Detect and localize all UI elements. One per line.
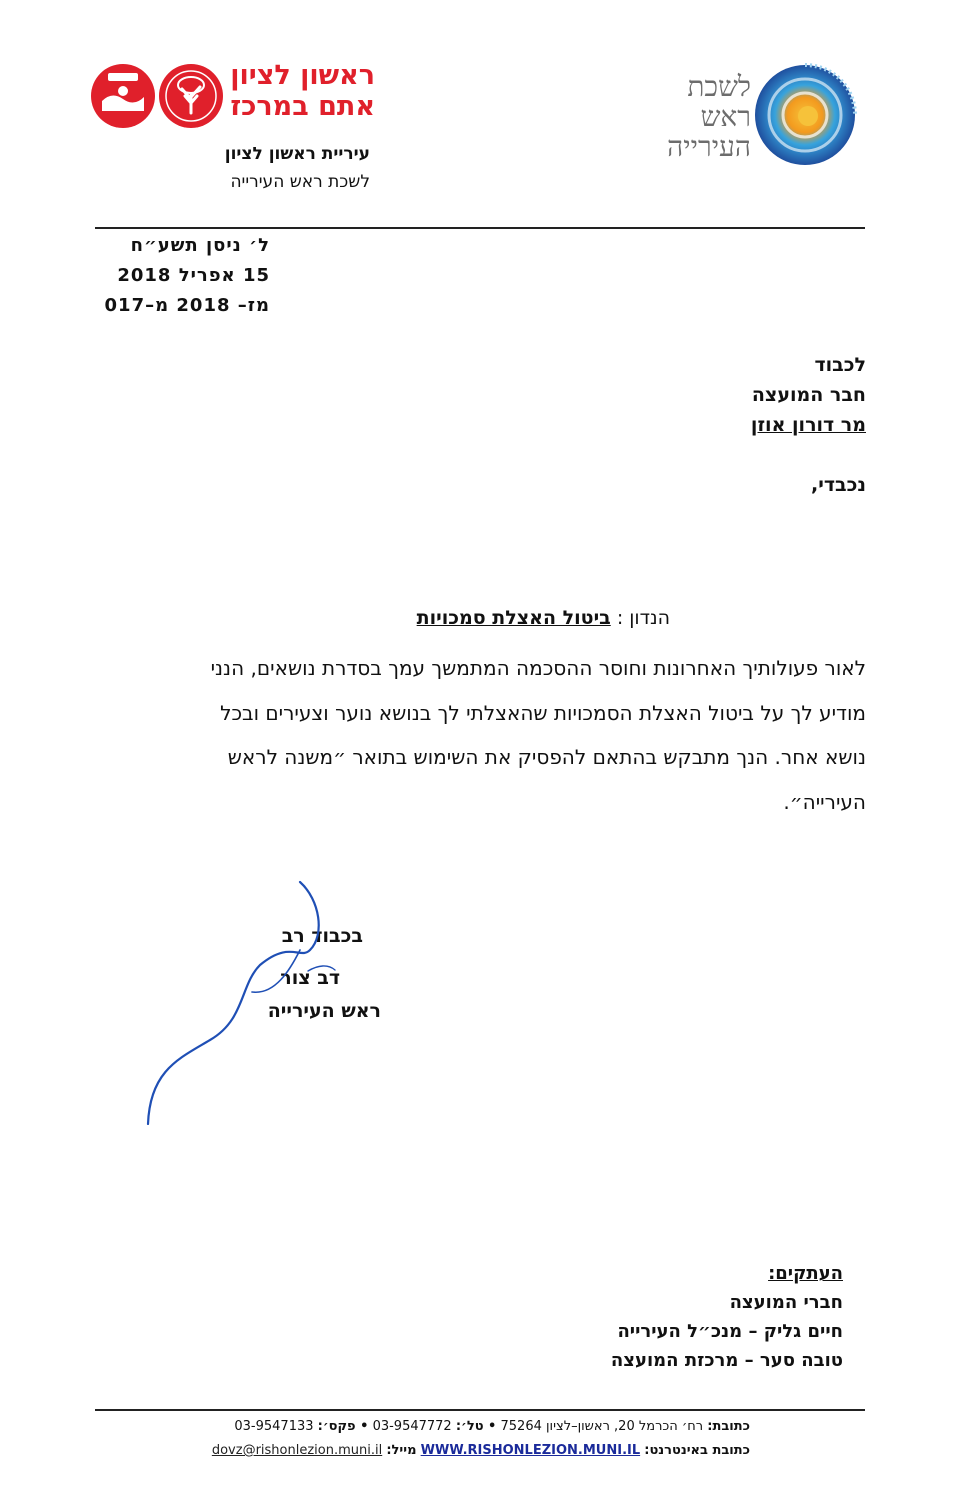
city-logo-line-2: אתם במרכז — [230, 91, 375, 122]
city-seal-icon — [90, 63, 156, 129]
addressee-role: חבר המועצה — [751, 384, 866, 406]
address: רח׳ הכרמל 20, ראשון–לציון 75264 — [500, 1419, 704, 1434]
signer-title: ראש העירייה — [267, 1000, 381, 1022]
website-link[interactable]: WWW.RISHONLEZION.MUNI.IL — [420, 1443, 641, 1458]
footer-contact-line — [180, 1419, 750, 1434]
body-line-2: מודיע לך על ביטול האצלת הסמכויות שהאצלתי לך בנושא נוער וצעירים ובכל — [220, 701, 866, 725]
web-label: כתובת באינטרנט: — [644, 1443, 750, 1458]
handwritten-signature — [140, 880, 340, 1125]
tree-emblem-icon — [158, 63, 224, 129]
fax-label: • פקס׳: — [317, 1419, 369, 1434]
hebrew-date: ל׳ ניסן תשע״ח — [130, 235, 270, 256]
city-logo — [88, 60, 378, 140]
city-logo-line-1: ראשון לציון — [230, 60, 375, 91]
phone-label: • טל׳: — [455, 1419, 497, 1434]
honorific: לכבוד — [814, 354, 866, 376]
salutation: נכבדי, — [811, 474, 866, 496]
copies-line-3: טובה סער – מרכזת המועצה — [610, 1350, 843, 1371]
office-logo-word-2: ראש — [700, 100, 751, 133]
header-divider — [95, 227, 865, 229]
office-logo-word-1: לשכת — [687, 70, 751, 103]
addressee-name: מר דורון אוזן — [750, 414, 866, 436]
subject-line — [417, 607, 670, 629]
gregorian-date: 15 אפריל 2018 — [117, 265, 270, 286]
email-label: מייל: — [386, 1443, 417, 1458]
body-line-4: העירייה״. — [783, 790, 866, 814]
copies-line-1: חברי המועצה — [729, 1292, 843, 1313]
city-name: עיריית ראשון לציון — [224, 144, 370, 164]
footer-web-line — [180, 1443, 750, 1458]
email-link[interactable]: dovz@rishonlezion.muni.il — [211, 1443, 383, 1458]
copies-heading: העתקים: — [768, 1263, 843, 1284]
signer-name: דב צור — [280, 967, 340, 989]
office-name: לשכת ראש העירייה — [230, 172, 370, 192]
subject-text: ביטול האצלת סמכויות — [416, 607, 611, 629]
body-line-1: לאור פעולותיך האחרונות וחוסר ההסכמה המתמשך עמך בסדרת נושאים, הנני — [210, 656, 866, 680]
footer-divider — [95, 1409, 865, 1411]
reference-number: מז– 2018 מ–017 — [104, 295, 270, 316]
address-label: כתובת: — [707, 1419, 750, 1434]
phone-number: 03-9547772 — [372, 1419, 452, 1434]
mayor-office-logo — [655, 50, 870, 175]
copies-line-2: חיים גליק – מנכ״ל העירייה — [617, 1321, 843, 1342]
fax-number: 03-9547133 — [234, 1419, 314, 1434]
body-line-3: נושא אחר. הנך מתבקש בהתאם להפסיק את השימוש בתואר ״משנה לראש — [227, 745, 866, 769]
closing: בכבוד רב — [281, 925, 363, 947]
subject-label: הנדון : — [616, 607, 670, 629]
office-logo-word-3: העירייה — [667, 130, 751, 163]
